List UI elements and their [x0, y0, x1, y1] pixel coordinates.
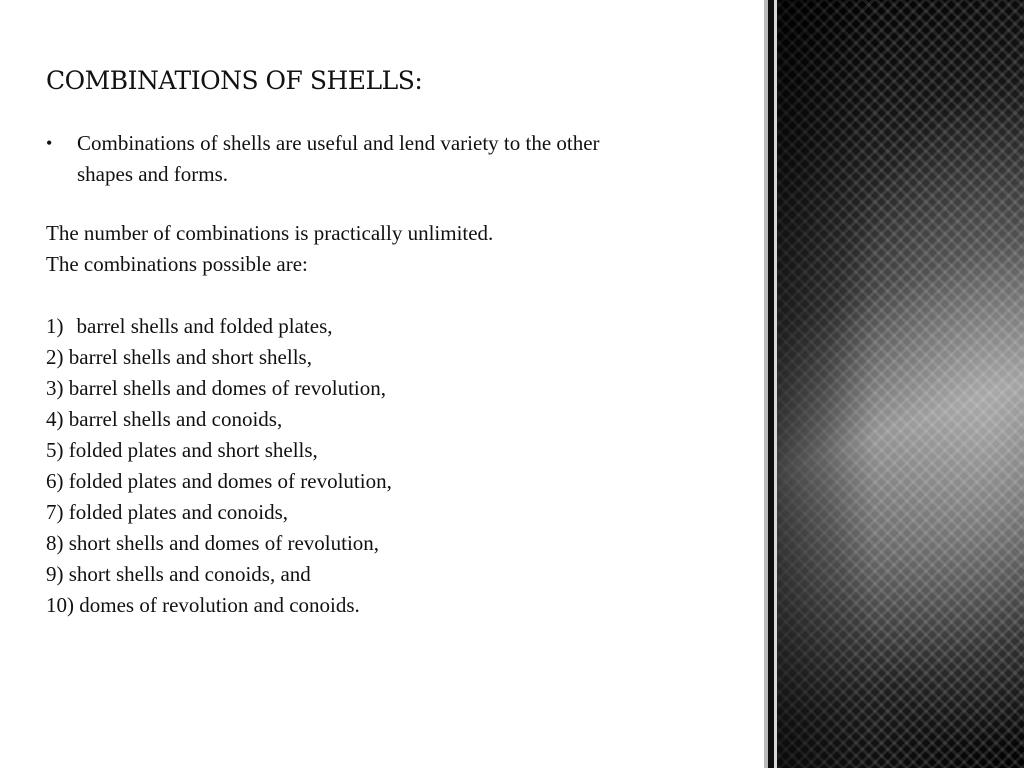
list-item-text: folded plates and domes of revolution,: [68, 469, 392, 493]
bullet-line-2: shapes and forms.: [77, 162, 229, 186]
list-item-text: folded plates and short shells,: [68, 438, 318, 462]
decorative-side-panel: [764, 0, 1024, 768]
list-item-text: barrel shells and conoids,: [68, 407, 283, 431]
list-item-number: 4): [46, 407, 64, 431]
list-item-number: 2): [46, 345, 64, 369]
slide-body: [46, 128, 746, 621]
list-item: [46, 435, 746, 466]
spacer: [46, 280, 746, 311]
list-item: [46, 590, 746, 621]
panel-shading: [777, 0, 1024, 768]
list-item-text: folded plates and conoids,: [68, 500, 289, 524]
list-item-text: short shells and conoids, and: [68, 562, 311, 586]
list-item: [46, 342, 746, 373]
list-item-text: short shells and domes of revolution,: [68, 531, 380, 555]
list-item-number: 3): [46, 376, 64, 400]
list-item-number: 8): [46, 531, 64, 555]
list-item: [46, 311, 746, 342]
list-item: [46, 466, 746, 497]
bullet-line-1: Combinations of shells are useful and lend variety to the other: [77, 131, 600, 155]
list-item-number: 6): [46, 469, 64, 493]
list-item: [46, 404, 746, 435]
slide-content: [46, 62, 746, 621]
slide-title: COMBINATIONS OF SHELLS:: [46, 66, 423, 95]
list-item-text: barrel shells and domes of revolution,: [68, 376, 387, 400]
combinations-list: [46, 311, 746, 621]
list-item: [46, 528, 746, 559]
list-item: [46, 497, 746, 528]
list-item-number: 7): [46, 500, 64, 524]
bullet-item: [46, 128, 746, 190]
list-item-number: 10): [46, 593, 74, 617]
list-item: [46, 373, 746, 404]
list-item: [46, 559, 746, 590]
bullet-text: [77, 128, 737, 190]
list-item-text: domes of revolution and conoids.: [79, 593, 360, 617]
intro-line-2: The combinations possible are:: [46, 252, 308, 276]
list-item-text: barrel shells and short shells,: [68, 345, 312, 369]
list-item-text: barrel shells and folded plates,: [76, 314, 333, 338]
bullet-icon: •: [46, 133, 53, 153]
intro-line-1: The number of combinations is practically unlimited.: [46, 221, 494, 245]
list-item-number: 9): [46, 562, 64, 586]
list-item-number: 1): [46, 314, 64, 338]
list-item-number: 5): [46, 438, 64, 462]
